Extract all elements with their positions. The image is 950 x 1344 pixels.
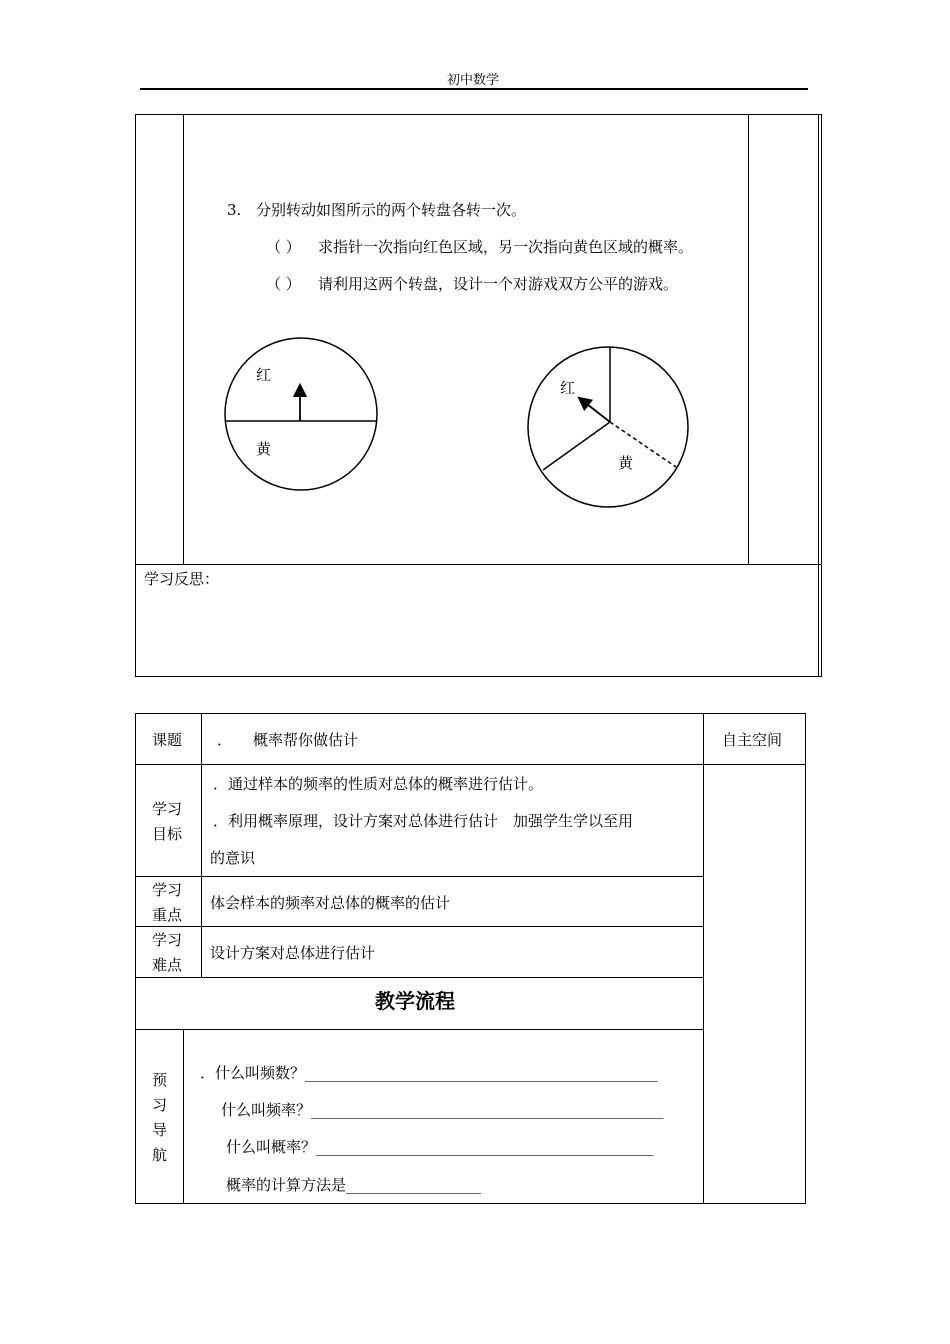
topic-title: 概率帮你做估计: [253, 731, 359, 749]
table-right-border: [805, 713, 806, 1204]
question-1-paren: （ ）: [266, 238, 301, 256]
problem-number: 3.: [227, 201, 242, 219]
flow-row-divider: [135, 1029, 704, 1030]
preview-item-probability-method: 概率的计算方法是__________________: [226, 1176, 482, 1194]
difficulty-text: 设计方案对总体进行估计: [210, 944, 376, 962]
page-header-title: 初中数学: [447, 73, 500, 88]
upper-box-right-border: [818, 114, 819, 677]
left-spinner-red-label: 红: [256, 366, 272, 384]
preview-label-char-1: 预: [152, 1071, 168, 1089]
difficulty-row-divider: [135, 977, 704, 978]
question-2-text: 请利用这两个转盘，设计一个对游戏双方公平的游戏。: [318, 275, 679, 293]
table-label-divider: [201, 713, 202, 978]
upper-box-right-border-double: [821, 114, 822, 677]
preview-item-frequency-count: ．什么叫频数？_______________________________________________: [200, 1064, 658, 1082]
key-row-divider: [135, 926, 704, 927]
table-left-border: [135, 713, 136, 1204]
topic-bullet: ．: [217, 731, 233, 749]
table-main-right-divider: [703, 713, 704, 1204]
goals-row-divider: [135, 876, 704, 877]
key-label-line-2: 重点: [152, 906, 183, 924]
preview-label-char-2: 习: [152, 1096, 168, 1114]
topic-label: 课题: [152, 731, 183, 749]
key-point-text: 体会样本的频率对总体的概率的估计: [210, 894, 451, 912]
table-top-border: [135, 713, 806, 714]
left-spinner: [220, 330, 385, 500]
table-preview-divider: [183, 1029, 184, 1204]
preview-label-char-4: 航: [152, 1146, 168, 1164]
goals-label-line-1: 学习: [152, 800, 183, 818]
difficulty-label-line-2: 难点: [152, 956, 183, 974]
upper-left-column-divider: [183, 114, 184, 565]
goal-1: ．通过样本的频率的性质对总体的概率进行估计。: [213, 775, 544, 793]
problem-text: 分别转动如图所示的两个转盘各转一次。: [256, 201, 527, 219]
upper-box-top-border: [135, 114, 821, 115]
key-label-line-1: 学习: [152, 881, 183, 899]
right-spinner-circle: [528, 347, 688, 507]
reflection-label: 学习反思：: [144, 570, 220, 588]
preview-item-frequency-rate: 什么叫频率？_______________________________________________: [221, 1101, 664, 1119]
teaching-flow-title: 教学流程: [375, 989, 455, 1013]
difficulty-label-line-1: 学习: [152, 931, 183, 949]
left-spinner-yellow-label: 黄: [256, 440, 272, 458]
left-spinner-circle: [225, 338, 377, 490]
free-space-label: 自主空间: [722, 731, 783, 749]
upper-box-bottom-border: [135, 676, 821, 677]
goal-2: ．利用概率原理，设计方案对总体进行估计 加强学生学以至用: [213, 812, 634, 830]
right-spinner-divider-lower-left: [543, 422, 610, 470]
upper-right-column-divider: [748, 114, 749, 565]
reflection-divider: [135, 564, 821, 565]
goal-2-continued: 的意识: [210, 849, 256, 867]
preview-label-char-3: 导: [152, 1121, 168, 1139]
question-2-paren: （ ）: [266, 275, 301, 293]
header-rule: [140, 88, 808, 90]
upper-box-left-border: [135, 114, 136, 677]
goals-label-line-2: 目标: [152, 825, 183, 843]
question-1-text: 求指针一次指向红色区域，另一次指向黄色区域的概率。: [318, 238, 694, 256]
right-spinner-pointer: [583, 401, 610, 422]
right-spinner: [522, 340, 694, 514]
right-spinner-yellow-label: 黄: [618, 454, 634, 472]
preview-item-probability: 什么叫概率？_____________________________________________: [226, 1138, 654, 1156]
table-bottom-border: [135, 1203, 806, 1204]
right-spinner-red-label: 红: [560, 379, 576, 397]
topic-row-divider: [135, 764, 806, 765]
